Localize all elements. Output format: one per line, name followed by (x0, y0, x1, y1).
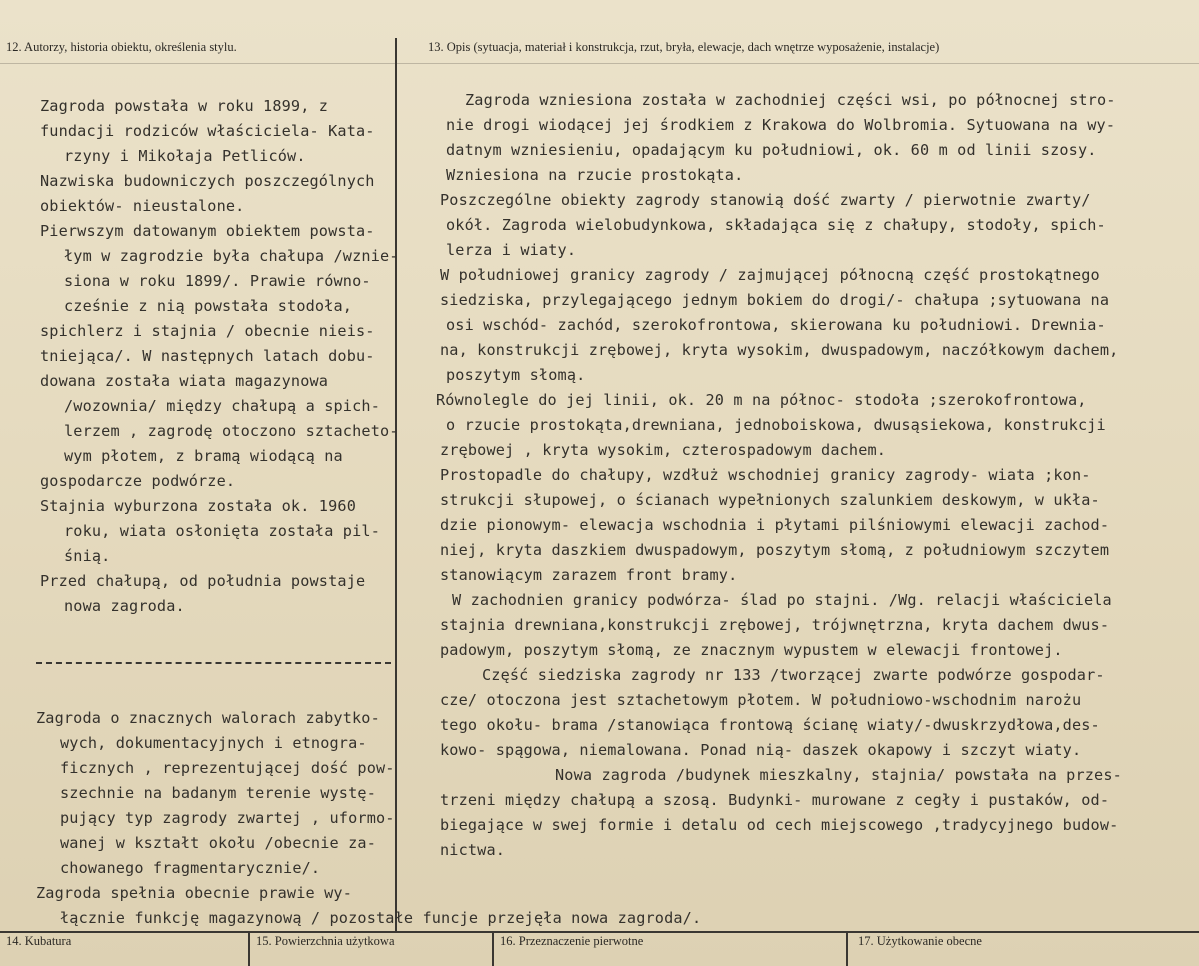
footer-field-16: 16. Przeznaczenie pierwotne (500, 934, 644, 948)
header-section-13: 13. Opis (sytuacja, materiał i konstrukcja, rzut, bryła, elewacje, dach wnętrze wyposażenie, instalacje) (428, 40, 940, 54)
description-line: cze/ otoczona jest sztachetowym płotem. W południowo-wschodnim narożu (440, 691, 1082, 709)
description-line: Prostopadle do chałupy, wzdłuż wschodniej granicy zagrody- wiata ;kon- (440, 466, 1091, 484)
history-line: Przed chałupą, od południa powstaje (40, 572, 366, 590)
description-line: poszytym słomą. (446, 366, 586, 384)
column-divider (395, 38, 397, 931)
assessment-line: wych, dokumentacyjnych i etnogra- (60, 734, 367, 752)
history-line: rzyny i Mikołaja Petliców. (64, 147, 306, 165)
history-line: siona w roku 1899/. Prawie równo- (64, 272, 371, 290)
history-line: lerzem , zagrodę otoczono sztacheto- (64, 422, 399, 440)
history-line: gospodarcze podwórze. (40, 472, 236, 490)
history-line: Zagroda powstała w roku 1899, z (40, 97, 329, 115)
assessment-line: chowanego fragmentarycznie/. (60, 859, 321, 877)
dashed-separator (36, 662, 391, 667)
description-line: niej, kryta daszkiem dwuspadowym, poszytym słomą, z południowym szczytem (440, 541, 1110, 559)
description-line: okół. Zagroda wielobudynkowa, składająca się z chałupy, stodoły, spich- (446, 216, 1106, 234)
assessment-line: łącznie funkcję magazynową / pozostałe funcje przejęła nowa zagroda/. (60, 909, 702, 927)
description-line: nictwa. (440, 841, 506, 859)
description-line: stanowiącym zarazem front bramy. (440, 566, 738, 584)
description-line: biegające w swej formie i detalu od cech miejscowego ,tradycyjnego budow- (440, 816, 1119, 834)
assessment-line: Zagroda spełnia obecnie prawie wy- (36, 884, 352, 902)
history-line: /wozownia/ między chałupą a spich- (64, 397, 380, 415)
description-line: kowo- spągowa, niemalowana. Ponad nią- daszek okapowy i szczyt wiaty. (440, 741, 1082, 759)
assessment-line: szechnie na badanym terenie wystę- (60, 784, 376, 802)
description-line: Część siedziska zagrody nr 133 /tworzącej zwarte podwórze gospodar- (482, 666, 1105, 684)
history-line: śnią. (64, 547, 111, 565)
history-line: fundacji rodziców właściciela- Kata- (40, 122, 375, 140)
history-line: wym płotem, z bramą wiodącą na (64, 447, 343, 465)
footer-field-17: 17. Użytkowanie obecne (858, 934, 982, 948)
description-line: strukcji słupowej, o ścianach wypełnionych szalunkiem deskowym, w ukła- (440, 491, 1100, 509)
footer-field-15: 15. Powierzchnia użytkowa (256, 934, 395, 948)
description-line: datnym wzniesieniu, opadającym ku południowi, ok. 60 m od linii szosy. (446, 141, 1097, 159)
description-line: Wzniesiona na rzucie prostokąta. (446, 166, 744, 184)
footer-cell-divider (492, 931, 494, 966)
description-line: W zachodnien granicy podwórza- ślad po stajni. /Wg. relacji właściciela (452, 591, 1112, 609)
assessment-line: pujący typ zagrody zwartej , uformo- (60, 809, 395, 827)
history-line: spichlerz i stajnia / obecnie nieis- (40, 322, 375, 340)
header-rule (0, 63, 1199, 64)
description-line: Nowa zagroda /budynek mieszkalny, stajnia/ powstała na przes- (555, 766, 1122, 784)
description-line: trzeni między chałupą a szosą. Budynki- murowane z cegły i pustaków, od- (440, 791, 1110, 809)
history-line: tniejąca/. W następnych latach dobu- (40, 347, 375, 365)
history-line: cześnie z nią powstała stodoła, (64, 297, 353, 315)
description-line: osi wschód- zachód, szerokofrontowa, skierowana ku południowi. Drewnia- (446, 316, 1106, 334)
assessment-line: wanej w kształt okołu /obecnie za- (60, 834, 376, 852)
description-line: Równolegle do jej linii, ok. 20 m na północ- stodoła ;szerokofrontowa, (436, 391, 1087, 409)
header-section-12: 12. Autorzy, historia obiektu, określenia stylu. (6, 40, 237, 54)
footer-cell-divider (248, 931, 250, 966)
description-line: Poszczególne obiekty zagrody stanowią dość zwarty / pierwotnie zwarty/ (440, 191, 1091, 209)
description-line: siedziska, przylegającego jednym bokiem do drogi/- chałupa ;sytuowana na (440, 291, 1110, 309)
history-line: Nazwiska budowniczych poszczególnych (40, 172, 375, 190)
description-line: nie drogi wiodącej jej środkiem z Krakowa do Wolbromia. Sytuowana na wy- (446, 116, 1116, 134)
history-line: Stajnia wyburzona została ok. 1960 (40, 497, 356, 515)
history-line: łym w zagrodzie była chałupa /wznie- (64, 247, 399, 265)
history-line: roku, wiata osłonięta została pil- (64, 522, 380, 540)
assessment-line: ficznych , reprezentującej dość pow- (60, 759, 395, 777)
history-line: obiektów- nieustalone. (40, 197, 245, 215)
description-line: zrębowej , kryta wysokim, czterospadowym dachem. (440, 441, 887, 459)
footer-cell-divider (846, 931, 848, 966)
description-line: na, konstrukcji zrębowej, kryta wysokim, dwuspadowym, naczółkowym dachem, (440, 341, 1119, 359)
assessment-line: Zagroda o znacznych walorach zabytko- (36, 709, 380, 727)
description-line: o rzucie prostokąta,drewniana, jednoboiskowa, dwusąsiekowa, konstrukcji (446, 416, 1106, 434)
description-line: W południowej granicy zagrody / zajmującej północną część prostokątnego (440, 266, 1100, 284)
description-line: tego okołu- brama /stanowiąca frontową ścianę wiaty/-dwuskrzydłowa,des- (440, 716, 1100, 734)
description-line: dzie pionowym- elewacja wschodnia i płytami pilśniowymi elewacji zachod- (440, 516, 1110, 534)
history-line: Pierwszym datowanym obiektem powsta- (40, 222, 375, 240)
footer-rule (0, 931, 1199, 933)
description-line: stajnia drewniana,konstrukcji zrębowej, trójwnętrzna, kryta dachem dwus- (440, 616, 1110, 634)
history-line: dowana została wiata magazynowa (40, 372, 329, 390)
footer-field-14: 14. Kubatura (6, 934, 72, 948)
description-line: padowym, poszytym słomą, ze znacznym wypustem w elewacji frontowej. (440, 641, 1063, 659)
history-line: nowa zagroda. (64, 597, 185, 615)
description-line: lerza i wiaty. (446, 241, 577, 259)
description-line: Zagroda wzniesiona została w zachodniej części wsi, po północnej stro- (465, 91, 1116, 109)
